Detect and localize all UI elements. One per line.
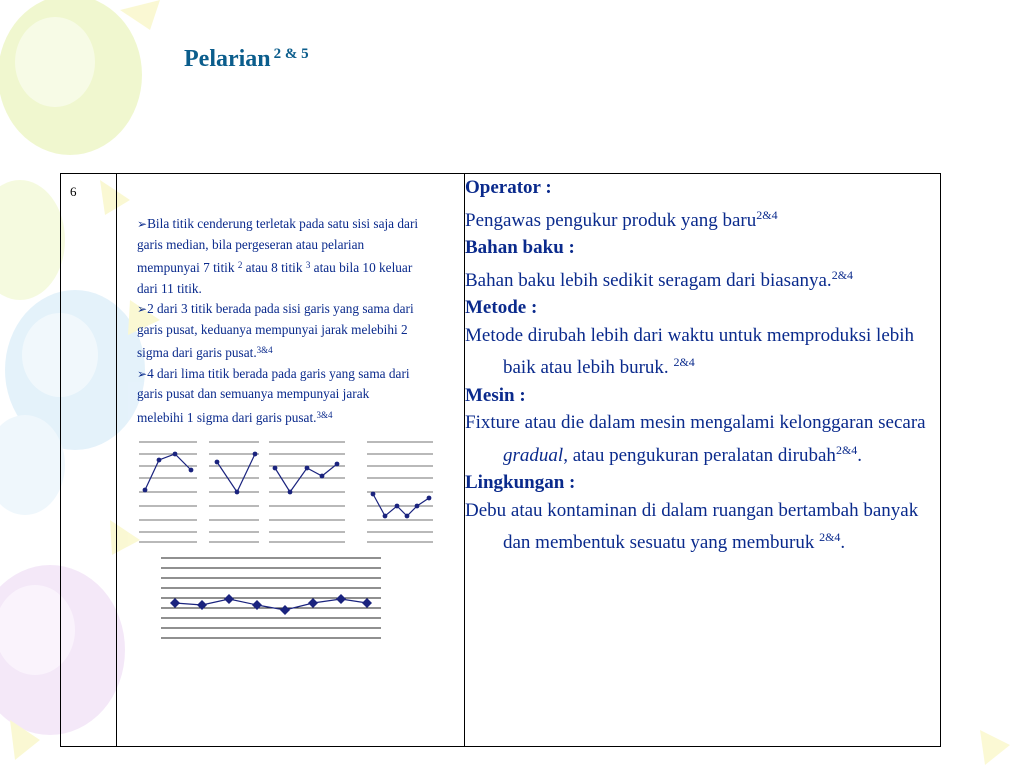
cause-text-body: , atau pengukuran peralatan dirubah	[563, 444, 836, 466]
slide-title	[184, 46, 309, 73]
mini-chart-3	[269, 442, 345, 542]
cause-text	[465, 409, 940, 469]
cause-text-body: Fixture atau die dalam mesin mengalami kelonggaran secara	[465, 412, 926, 433]
control-chart-illustrations	[137, 436, 437, 646]
cause-text-italic: gradual	[503, 444, 564, 466]
cause-sup: 2&4	[756, 207, 778, 222]
rule-sup: 3&4	[256, 345, 273, 355]
cause-heading: Mesin :	[465, 384, 526, 406]
cause-sup: 2&4	[819, 530, 841, 544]
chart-2-series	[217, 454, 255, 492]
rule-text: Bila titik cenderung terletak pada satu sisi saja dari garis median, bila pergeseran atau pelarian mempunyai 7 titik	[137, 216, 419, 275]
rule-text: atau 8 titik	[242, 260, 306, 275]
cause-sup: 2&4	[673, 355, 695, 369]
rule-item	[137, 299, 419, 364]
table-row	[61, 174, 941, 747]
cause-text-end: .	[857, 444, 863, 466]
cause-text-body: Debu atau kontaminan di dalam ruangan bertambah banyak dan membentuk sesuatu yang memburuk	[465, 499, 919, 553]
rule-item	[137, 214, 419, 299]
causes-cell	[465, 174, 941, 747]
rule-sup: 3&4	[316, 409, 333, 420]
rule-text: 4 dari lima titik berada pada garis yang sama dari garis pusat dan semuanya mempunyai jarak melebihi 1 sigma dari garis pusat.	[137, 365, 410, 425]
cause-text-end: .	[840, 532, 846, 553]
rule-text: 2 dari 3 titik berada pada sisi garis yang sama dari garis pusat, keduanya mempunyai jarak melebihi 2 sigma dari garis pusat.	[137, 301, 414, 360]
chart-1-series	[145, 454, 191, 490]
rule-sup: 2	[237, 260, 243, 270]
arrow-bullet-icon: ➢	[137, 217, 148, 231]
cause-text-body: Metode dirubah lebih dari waktu untuk memproduksi lebih baik atau lebih buruk.	[465, 324, 915, 378]
rules-cell	[117, 174, 465, 747]
cause-text	[465, 322, 940, 382]
rule-text: atau bila 10 keluar dari 11 titik.	[137, 260, 413, 296]
cause-text	[465, 202, 940, 235]
mini-chart-2	[209, 442, 259, 542]
chart-4-series	[373, 494, 429, 516]
cause-text-body: Pengawas pengukur produk yang baru	[465, 209, 757, 231]
cause-heading: Lingkungan :	[465, 472, 576, 493]
cause-text	[465, 497, 940, 557]
arrow-bullet-icon: ➢	[137, 366, 148, 381]
cause-heading: Metode :	[465, 297, 538, 318]
cause-sup: 2&4	[835, 442, 858, 457]
cause-sup: 2&4	[831, 267, 854, 282]
rules-table	[60, 173, 941, 747]
cause-heading: Operator :	[465, 177, 552, 198]
mini-chart-4	[367, 442, 433, 542]
cause-text-body: Bahan baku lebih sedikit seragam dari biasanya.	[465, 269, 832, 291]
cause-text	[465, 262, 940, 295]
rule-sup: 3	[305, 260, 311, 270]
number-cell	[61, 174, 117, 747]
rule-item	[137, 364, 419, 429]
slide-title-text: Pelarian	[184, 46, 271, 72]
rules-list	[137, 214, 419, 428]
row-number: 6	[70, 184, 77, 199]
mini-chart-5	[161, 558, 381, 638]
cause-heading: Bahan baku :	[465, 237, 575, 258]
slide-title-sup: 2 & 5	[273, 46, 309, 62]
arrow-bullet-icon: ➢	[137, 302, 148, 316]
